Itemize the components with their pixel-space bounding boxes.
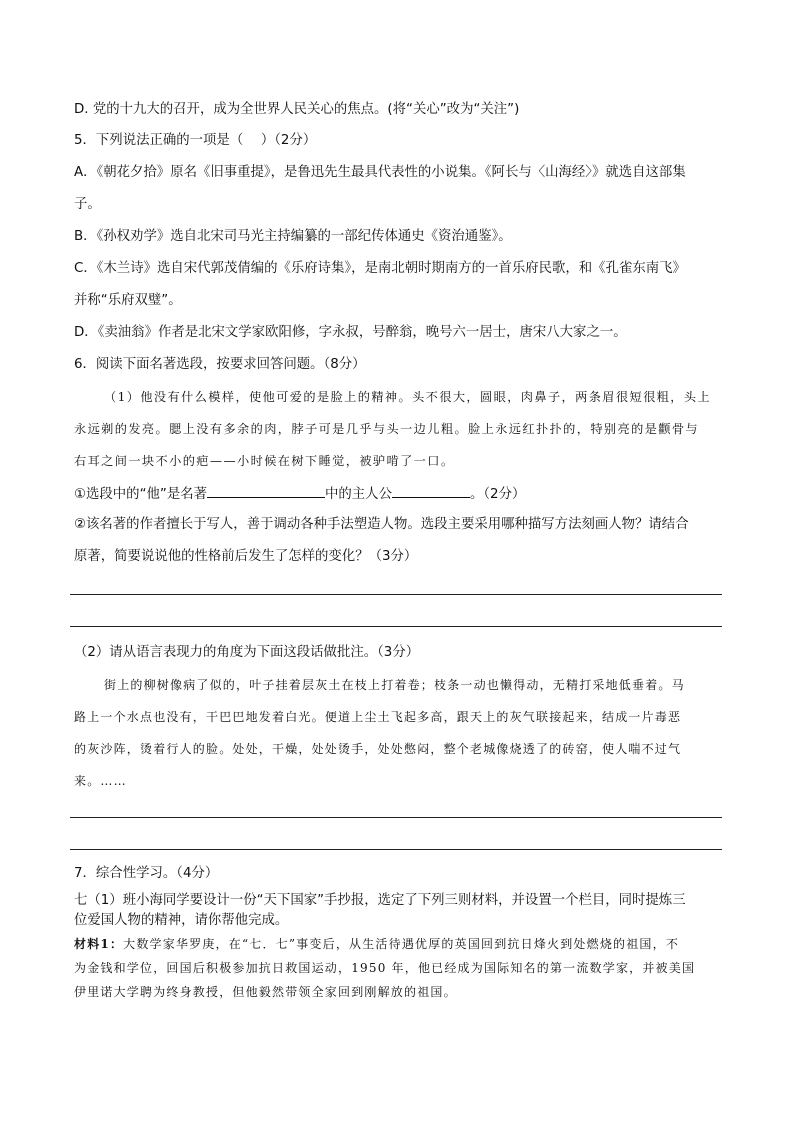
- q6-passage2-line4: 来。……: [74, 774, 127, 788]
- q5-option-a-line1: A．《朝花夕拾》原名《旧事重提》，是鲁迅先生最具代表性的小说集。《阿长与〈山海经〉》就选自这部集: [74, 165, 686, 180]
- answer-line-1[interactable]: [70, 594, 722, 595]
- q6-stem: 6．阅读下面名著选段，按要求回答问题。（8分）: [74, 357, 366, 372]
- q6-passage2-stem: （2）请从语言表现力的角度为下面这段话做批注。（3分）: [74, 645, 420, 660]
- q5-option-a-line2: 子。: [74, 197, 101, 212]
- material1-label: 材料1：: [74, 937, 124, 951]
- q7-material1-line2: 为金钱和学位，回国后积极参加抗日救国运动，1950 年，他已经成为国际知名的第一流数学家，并被美国: [74, 961, 696, 975]
- q5-option-b: B．《孙权劝学》选自北宋司马光主持编纂的一部纪传体通史《资治通鉴》。: [74, 229, 512, 244]
- protagonist-blank[interactable]: [392, 483, 470, 498]
- q6-sub2-line2: 原著，简要说说他的性格前后发生了怎样的变化？（3分）: [74, 549, 418, 564]
- q7-intro-line1: 七（1）班小海同学要设计一份“天下国家”手抄报，选定了下列三则材料，并设置一个栏目，同时提炼三: [74, 893, 686, 908]
- q6-passage1-line1: （1）他没有什么模样，使他可爱的是脸上的精神。头不很大，圆眼，肉鼻子，两条眉很短很粗，头上: [104, 390, 712, 404]
- q5-option-c-line2: 并称“乐府双璧”。: [74, 293, 182, 308]
- q5-option-d: D．《卖油翁》作者是北宋文学家欧阳修，字永叔，号醉翁，晚号六一居士，唐宋八大家之一。: [74, 325, 627, 340]
- q6-passage1-line3: 右耳之间一块不小的疤——小时候在树下睡觉，被驴啃了一口。: [74, 454, 455, 468]
- q7-stem: 7．综合性学习。（4分）: [74, 866, 219, 881]
- book-title-blank[interactable]: [207, 483, 325, 498]
- q7-material1-line1: [74, 934, 679, 954]
- answer-line-4[interactable]: [70, 849, 722, 850]
- q5-option-c-line1: C．《木兰诗》选自宋代郭茂倩编的《乐府诗集》，是南北朝时期南方的一首乐府民歌，和《孔雀东南飞》: [74, 261, 686, 276]
- answer-line-2[interactable]: [70, 626, 722, 627]
- q6-sub2-line1: ②该名著的作者擅长于写人，善于调动各种手法塑造人物。选段主要采用哪种描写方法刻画人物？请结合: [74, 517, 689, 532]
- q6-passage2-line3: 的灰沙阵，烫着行人的脸。处处，干燥，处处烫手，处处憋闷，整个老城像烧透了的砖窑，使人喘不过气: [74, 742, 682, 756]
- q6-passage2-line2: 路上一个水点也没有，干巴巴地发着白光。便道上尘土飞起多高，跟天上的灰气联接起来，结成一片毒恶: [74, 710, 682, 724]
- q5-stem: 5．下列说法正确的一项是（ ）（2分）: [74, 133, 317, 148]
- q7-intro-line2: 位爱国人物的精神，请你帮他完成。: [74, 913, 289, 928]
- q4-option-d: D. 党的十九大的召开，成为全世界人民关心的焦点。(将“关心”改为“关注”): [74, 102, 520, 117]
- q7-material1-line3: 伊里诺大学聘为终身教授，但他毅然带领全家回到刚解放的祖国。: [74, 985, 457, 999]
- q6-passage2-line1: 街上的柳树像病了似的，叶子挂着层灰土在枝上打着卷；枝条一动也懒得动，无精打采地低垂着。马: [104, 678, 685, 692]
- q6-sub1-text-a: ①选段中的“他”是名著: [74, 487, 208, 502]
- q6-passage1-line2: 永远剃的发亮。腮上没有多余的肉，脖子可是几乎与头一边儿粗。脸上永远红扑扑的，特别亮的是颧骨与: [74, 422, 700, 436]
- q6-sub1-text-b: 中的主人公: [325, 487, 392, 502]
- q6-sub1: [74, 483, 525, 505]
- answer-line-3[interactable]: [70, 817, 722, 818]
- q6-sub1-text-c: 。（2分）: [469, 487, 526, 502]
- material1-text1: 大数学家华罗庚，在“七．七”事变后，从生活待遇优厚的英国回到抗日烽火到处燃烧的祖国，不: [123, 937, 680, 951]
